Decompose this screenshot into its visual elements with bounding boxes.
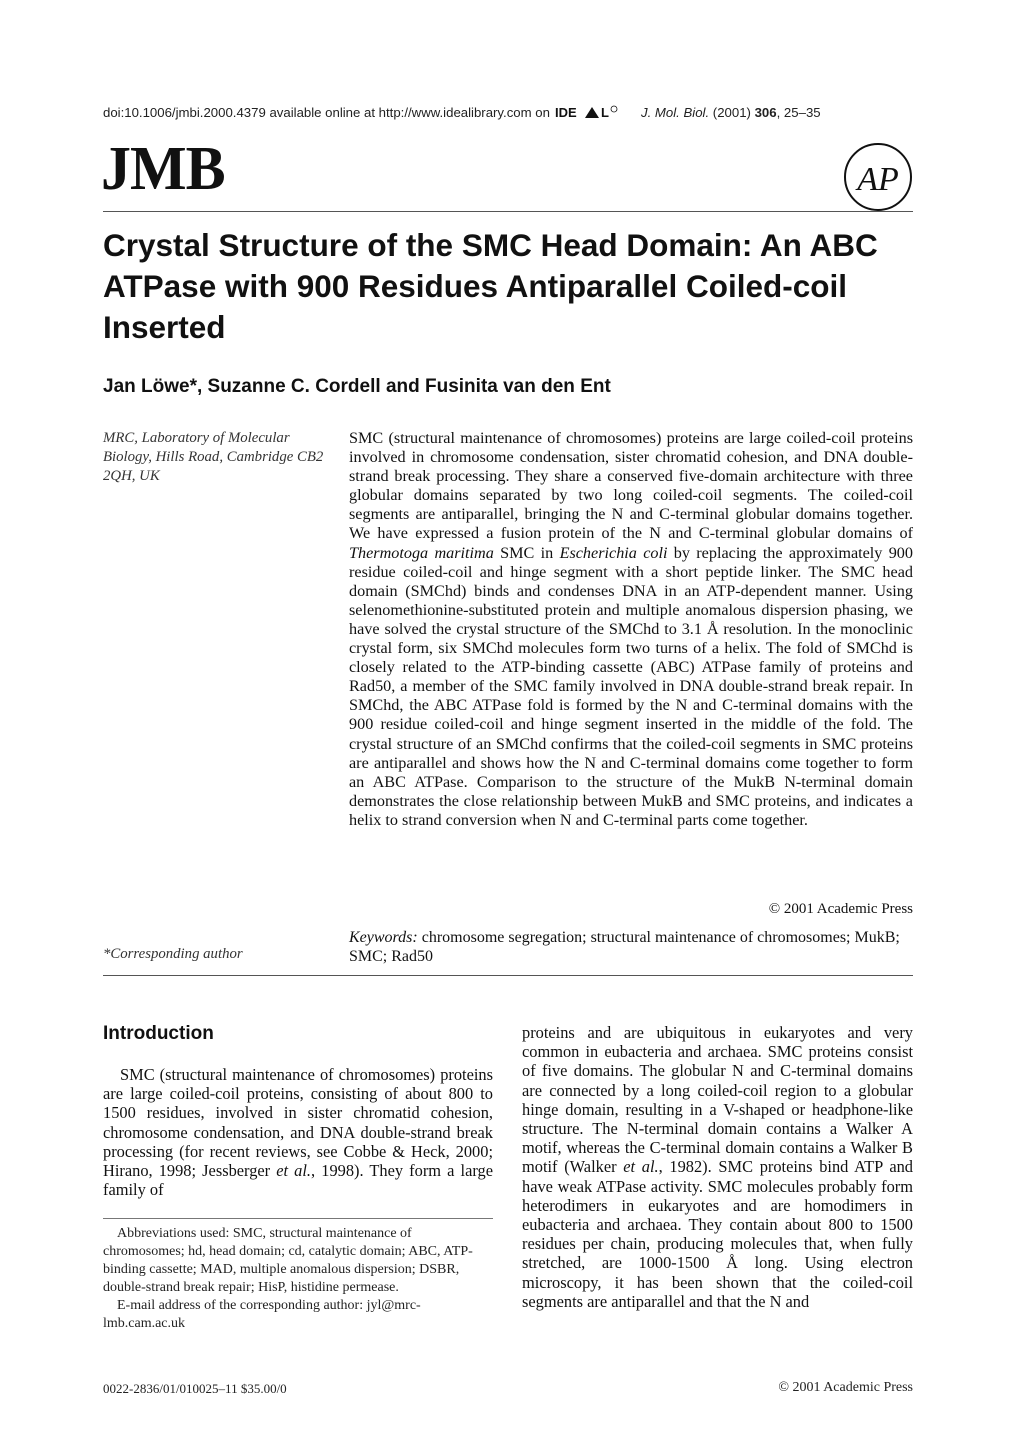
keywords-label: Keywords: bbox=[349, 929, 418, 946]
journal-pages: , 25–35 bbox=[776, 105, 821, 120]
author-affiliation: MRC, Laboratory of Molecular Biology, Hills Road, Cambridge CB2 2QH, UK bbox=[103, 430, 324, 484]
header-divider bbox=[103, 211, 913, 212]
footnote-email: E-mail address of the corresponding author: jyl@mrc-lmb.cam.ac.uk bbox=[103, 1298, 421, 1331]
footer-issn: 0022-2836/01/010025–11 $35.00/0 bbox=[103, 1381, 287, 1396]
abstract-divider bbox=[103, 975, 913, 976]
article-authors: Jan Löwe*, Suzanne C. Cordell and Fusinita van den Ent bbox=[103, 376, 611, 397]
keywords-list: chromosome segregation; structural maintenance of chromosomes; MukB; SMC; Rad50 bbox=[349, 929, 900, 965]
section-heading-introduction: Introduction bbox=[103, 1023, 214, 1044]
abstract-species-1: Thermotoga maritima bbox=[349, 543, 494, 562]
ideal-logo-icon bbox=[555, 105, 619, 119]
doi-text[interactable]: doi:10.1006/jmbi.2000.4379 available online at http://www.idealibrary.com on bbox=[103, 105, 550, 120]
jmb-logo: JMB bbox=[101, 133, 225, 203]
intro-right-etal: et al. bbox=[623, 1157, 659, 1177]
academic-press-logo-icon bbox=[843, 142, 913, 212]
abstract bbox=[349, 429, 913, 830]
journal-year: (2001) bbox=[712, 105, 751, 120]
intro-right-column bbox=[522, 1023, 913, 1311]
doi-line bbox=[103, 105, 913, 120]
ap-logo-text: AP bbox=[857, 161, 899, 198]
footer-copyright: © 2001 Academic Press bbox=[778, 1380, 913, 1395]
abstract-copyright: © 2001 Academic Press bbox=[768, 901, 913, 917]
svg-text:L: L bbox=[600, 105, 609, 119]
footnote bbox=[103, 1225, 493, 1333]
abstract-part-2: SMC in bbox=[500, 543, 554, 562]
abstract-part-1: SMC (structural maintenance of chromosomes) proteins are large coiled-coil proteins involved in chromosome condensation, sister chromatid cohesion, and DNA double-strand break processing. They share a conserved five-domain architecture with three globular domains separated by two long coiled-coil segments. The coiled-coil segments are antiparallel, bringing the N and C-terminal globular domains together. We have expressed a fusion protein of the N and C-terminal globular domains of bbox=[349, 429, 913, 543]
journal-volume: 306 bbox=[754, 105, 777, 120]
intro-right-text-b: , 1982). SMC proteins bind ATP and have weak ATPase activity. SMC molecules probably form heterodimers in eukaryotes and are homodimers in eubacteria and archaea. They contain about 800 to 1500 residues per chain, producing molecules that, when fully stretched, are 1000-1500 Å long. Using electron microscopy, it has been shown that the coiled-coil segments are antiparallel and that the N and bbox=[522, 1157, 913, 1311]
footnote-abbreviations: Abbreviations used: SMC, structural maintenance of chromosomes; hd, head domain; cd, catalytic domain; ABC, ATP-binding cassette; MAD, multiple anomalous dispersion; DSBR, double-strand break repair; HisP, histidine permease. bbox=[103, 1226, 473, 1295]
keywords bbox=[349, 928, 913, 966]
abstract-part-3: by replacing the approximately 900 residue coiled-coil and hinge segment with a short peptide linker. The SMC head domain (SMChd) binds and condenses DNA in an ATP-dependent manner. Using selenomethionine-substituted protein and multiple anomalous dispersion phasing, we have solved the crystal structure of the SMChd to 3.1 Å resolution. In the monoclinic crystal form, six SMChd molecules form two turns of a helix. The fold of SMChd is closely related to the ATP-binding cassette (ABC) ATPase family of proteins and Rad50, a member of the SMC family involved in DNA double-strand break repair. In SMChd, the ABC ATPase fold is formed by the N and C-terminal domains with the 900 residue coiled-coil and hinge segment inserted in the middle of the fold. The crystal structure of an SMChd confirms that the coiled-coil segments in SMC proteins are antiparallel and shows how the N and C-terminal domains come together to form an ABC ATPase. Comparison to the structure of the MukB N-terminal domain demonstrates the close relationship between MukB and SMC proteins, and indicates a helix to strand conversion when N and C-terminal parts come together. bbox=[349, 543, 913, 829]
corresponding-author-note: *Corresponding author bbox=[103, 946, 243, 962]
abstract-species-2: Escherichia coli bbox=[559, 543, 668, 562]
intro-left-text-b: , 1998). They form a large family of bbox=[103, 1161, 493, 1200]
intro-left-etal: et al. bbox=[276, 1161, 312, 1181]
journal-name: J. Mol. Biol. bbox=[640, 105, 710, 120]
intro-left-column bbox=[103, 1065, 493, 1199]
intro-left-text-a: SMC (structural maintenance of chromosomes) proteins are large coiled-coil proteins, consisting of about 800 to 1500 residues, involved in sister chromatid cohesion, chromosome condensation, and DNA double-strand break processing (for recent reviews, see Cobbe & Heck, 2000; Hirano, 1998; Jessberger bbox=[103, 1065, 493, 1181]
footnote-divider bbox=[103, 1218, 493, 1219]
svg-text:IDE: IDE bbox=[554, 105, 577, 119]
intro-right-text-a: proteins and are ubiquitous in eukaryotes and very common in eubacteria and archaea. SMC proteins consist of five domains. The globular N and C-terminal domains are connected by a long coiled-coil region to a globular hinge domain, resulting in a V-shaped or headphone-like structure. The N-terminal domain contains a Walker A motif, whereas the C-terminal domain contains a Walker B motif (Walker bbox=[522, 1023, 913, 1177]
article-title: Crystal Structure of the SMC Head Domain: An ABC ATPase with 900 Residues Antiparallel Coiled-coil Inserted bbox=[103, 227, 878, 345]
